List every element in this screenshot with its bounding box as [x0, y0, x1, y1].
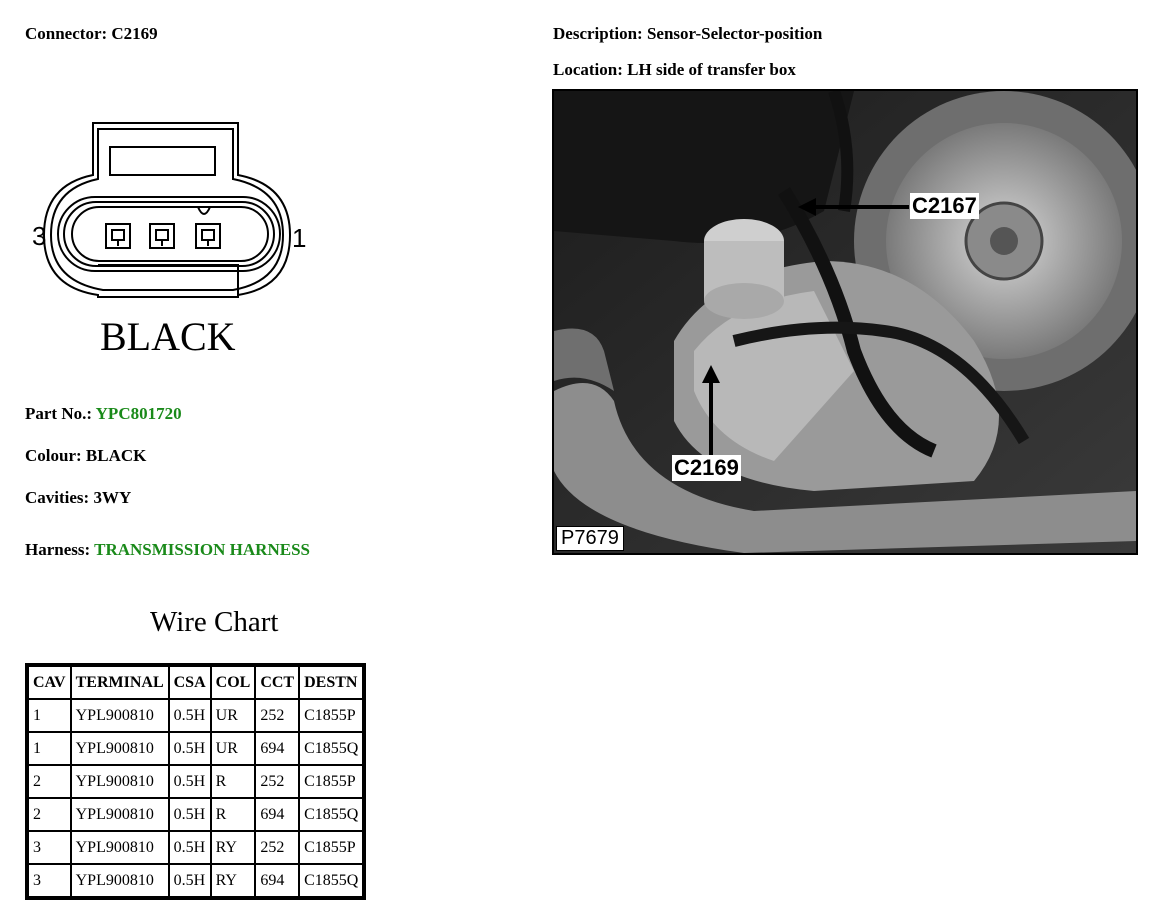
- table-row: [28, 765, 363, 798]
- cavities-value: 3WY: [93, 488, 132, 507]
- location-photo: [552, 89, 1138, 555]
- header-cct: CCT: [255, 666, 299, 699]
- connector-latch: [110, 147, 215, 175]
- part-no-line: [25, 404, 182, 424]
- cell-terminal: YPL900810: [71, 732, 169, 765]
- cell-destn: C1855Q: [299, 732, 363, 765]
- header-cav: CAV: [28, 666, 71, 699]
- cell-csa: 0.5H: [169, 732, 211, 765]
- cell-csa: 0.5H: [169, 765, 211, 798]
- pin-label-3: 3: [32, 221, 47, 251]
- cell-cav: 2: [28, 765, 71, 798]
- cavity-2-terminal: [156, 230, 168, 240]
- header-col: COL: [211, 666, 256, 699]
- header-terminal: TERMINAL: [71, 666, 169, 699]
- description-value: Sensor-Selector-position: [646, 24, 823, 43]
- photo-id-label: P7679: [556, 526, 624, 551]
- harness-line: [25, 540, 310, 560]
- location-value: LH side of transfer box: [627, 60, 796, 79]
- connector-value: C2169: [111, 24, 158, 43]
- cell-col: R: [211, 798, 256, 831]
- colour-value: BLACK: [85, 446, 147, 465]
- cell-terminal: YPL900810: [71, 765, 169, 798]
- part-no-value: YPC801720: [95, 404, 182, 423]
- pin-label-1: 1: [292, 223, 307, 253]
- cell-terminal: YPL900810: [71, 864, 169, 897]
- cell-csa: 0.5H: [169, 864, 211, 897]
- cell-destn: C1855P: [299, 765, 363, 798]
- connector-face-diagram: [28, 115, 318, 365]
- cell-cct: 252: [255, 765, 299, 798]
- cell-col: UR: [211, 732, 256, 765]
- cell-csa: 0.5H: [169, 699, 211, 732]
- header-destn: DESTN: [299, 666, 363, 699]
- cell-cct: 252: [255, 699, 299, 732]
- cell-csa: 0.5H: [169, 798, 211, 831]
- table-row: [28, 699, 363, 732]
- table-row: [28, 732, 363, 765]
- cell-col: R: [211, 765, 256, 798]
- photo-illustration: [554, 91, 1136, 553]
- diagram-color-text: BLACK: [100, 314, 236, 359]
- cell-terminal: YPL900810: [71, 798, 169, 831]
- wire-chart-table: [25, 663, 366, 900]
- cavity-3-terminal: [112, 230, 124, 240]
- cell-destn: C1855Q: [299, 798, 363, 831]
- harness-value: TRANSMISSION HARNESS: [94, 540, 310, 559]
- cell-destn: C1855P: [299, 699, 363, 732]
- table-header-row: [28, 666, 363, 699]
- cavities-label: Cavities:: [25, 488, 90, 507]
- wire-chart-title: Wire Chart: [150, 606, 279, 638]
- connector-polarity-notch: [198, 207, 210, 214]
- connector-cavity-outline: [72, 207, 268, 261]
- description-label: Description:: [553, 24, 643, 43]
- cell-cav: 1: [28, 732, 71, 765]
- cell-destn: C1855Q: [299, 864, 363, 897]
- connector-label: Connector:: [25, 24, 108, 43]
- cell-cct: 694: [255, 732, 299, 765]
- cell-cav: 2: [28, 798, 71, 831]
- cell-cav: 1: [28, 699, 71, 732]
- header-csa: CSA: [169, 666, 211, 699]
- cell-csa: 0.5H: [169, 831, 211, 864]
- cell-terminal: YPL900810: [71, 699, 169, 732]
- cavities-line: [25, 488, 131, 508]
- cell-destn: C1855P: [299, 831, 363, 864]
- cell-cct: 252: [255, 831, 299, 864]
- table-row: [28, 798, 363, 831]
- cell-terminal: YPL900810: [71, 831, 169, 864]
- colour-label: Colour:: [25, 446, 82, 465]
- harness-label: Harness:: [25, 540, 91, 559]
- cell-col: RY: [211, 864, 256, 897]
- connector-line: [25, 24, 158, 44]
- table-row: [28, 831, 363, 864]
- cell-cav: 3: [28, 864, 71, 897]
- cell-col: UR: [211, 699, 256, 732]
- part-no-label: Part No.:: [25, 404, 93, 423]
- cavity-1-terminal: [202, 230, 214, 240]
- table-row: [28, 864, 363, 897]
- location-label: Location:: [553, 60, 623, 79]
- location-line: [553, 60, 796, 80]
- callout-c2169: C2169: [674, 455, 739, 480]
- cell-col: RY: [211, 831, 256, 864]
- cell-cct: 694: [255, 798, 299, 831]
- cell-cav: 3: [28, 831, 71, 864]
- description-line: [553, 24, 822, 44]
- cell-cct: 694: [255, 864, 299, 897]
- colour-line: [25, 446, 146, 466]
- callout-c2167: C2167: [912, 193, 977, 218]
